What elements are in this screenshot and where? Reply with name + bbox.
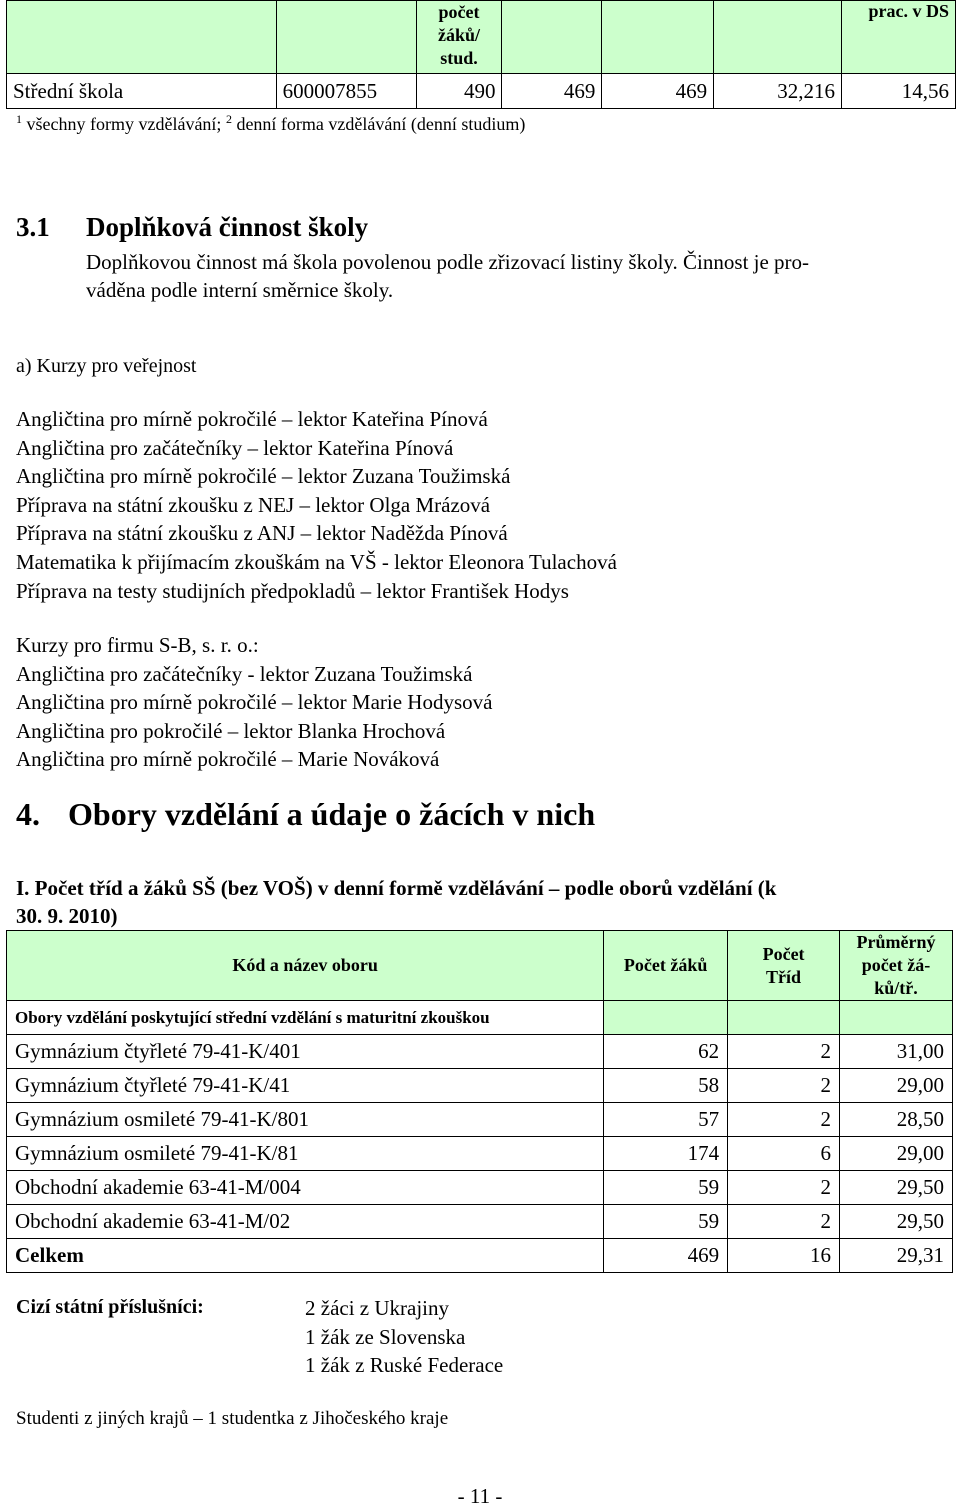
- table-caption-line-2: 30. 9. 2010): [16, 904, 118, 928]
- firm-courses-list: [16, 631, 492, 774]
- school-summary-table: [6, 0, 956, 109]
- table-header-row: [7, 931, 953, 1001]
- fields-of-study-table: [6, 930, 953, 1273]
- row-zaku: 59: [604, 1171, 728, 1205]
- row-prumer: 28,50: [840, 1103, 953, 1137]
- total-prumer: 29,31: [840, 1239, 953, 1273]
- row-prumer: 29,00: [840, 1069, 953, 1103]
- list-item: Příprava na testy studijních předpokladů – lektor František Hodys: [16, 578, 569, 603]
- table-row: [7, 1171, 953, 1205]
- section-3-1-heading: [16, 212, 368, 243]
- row-name: Gymnázium osmileté 79-41-K/801: [7, 1103, 604, 1137]
- row-prumer: 29,50: [840, 1205, 953, 1239]
- row-zaku: 62: [604, 1035, 728, 1069]
- group-row: [7, 1001, 953, 1035]
- list-item: Angličtina pro pokročilé – lektor Blanka Hrochová: [16, 718, 446, 743]
- row-name: Gymnázium čtyřleté 79-41-K/41: [7, 1069, 604, 1103]
- courses-heading: a) Kurzy pro veřejnost: [16, 355, 197, 377]
- row-trid: 6: [728, 1137, 840, 1171]
- row-trid: 2: [728, 1103, 840, 1137]
- table-row: [7, 1205, 953, 1239]
- list-item: Angličtina pro mírně pokročilé – lektor Kateřina Pínová: [16, 407, 488, 431]
- firm-courses-heading: Kurzy pro firmu S-B, s. r. o.:: [16, 633, 259, 657]
- section-number: 4.: [16, 796, 40, 832]
- header-zaku: Počet žáků: [604, 931, 728, 1001]
- other-regions: Studenti z jiných krajů – 1 studentka z Jihočeského kraje: [16, 1408, 449, 1429]
- row-trid: 2: [728, 1069, 840, 1103]
- row-trid: 2: [728, 1035, 840, 1069]
- prac-header: prac. v DS: [842, 1, 956, 74]
- row-zaku: 59: [604, 1205, 728, 1239]
- list-item: 1 žák z Ruské Federace: [305, 1353, 504, 1378]
- summary-data-row: [7, 74, 956, 109]
- footnote-mark-2: 2: [225, 112, 232, 126]
- section-4-heading: [16, 796, 595, 833]
- row-name: Obchodní akademie 63-41-M/02: [7, 1205, 604, 1239]
- section-3-1-line-2: váděna podle interní směrnice školy.: [86, 278, 394, 302]
- summary-header-row: [7, 1, 956, 74]
- total-zaku: 469: [604, 1239, 728, 1273]
- table-row: [7, 1035, 953, 1069]
- page-number: - 11 -: [457, 1484, 503, 1508]
- school-name: Střední škola: [7, 74, 277, 109]
- table-row: [7, 1103, 953, 1137]
- foreign-label: Cizí státní příslušníci:: [16, 1296, 204, 1318]
- header-kod: Kód a název oboru: [7, 931, 604, 1001]
- value-3: 469: [602, 74, 714, 109]
- row-name: Gymnázium čtyřleté 79-41-K/401: [7, 1035, 604, 1069]
- list-item: Matematika k přijímacím zkouškám na VŠ - lektor Eleonora Tulachová: [16, 549, 617, 574]
- list-item: Příprava na státní zkoušku z ANJ – lektor Naděžda Pínová: [16, 521, 508, 546]
- footnote-text-2: denní forma vzdělávání (denní studium): [231, 114, 526, 134]
- list-item: Příprava na státní zkoušku z NEJ – lektor Olga Mrázová: [16, 492, 491, 517]
- row-prumer: 31,00: [840, 1035, 953, 1069]
- header-trid: Počet Tříd: [728, 931, 840, 1001]
- section-3-1-line-1: Doplňkovou činnost má škola povolenou podle zřizovací listiny školy. Činnost je pro-: [86, 250, 810, 274]
- section-number: 3.1: [16, 212, 50, 242]
- footnote-mark-1: 1: [16, 112, 22, 126]
- table-caption-line-1: I. Počet tříd a žáků SŠ (bez VOŠ) v denní formě vzdělávání – podle oborů vzdělání (k: [16, 876, 777, 900]
- list-item: 2 žáci z Ukrajiny: [305, 1296, 450, 1320]
- row-prumer: 29,00: [840, 1137, 953, 1171]
- value-1: 490: [416, 74, 502, 109]
- table-row: [7, 1069, 953, 1103]
- total-label: Celkem: [7, 1239, 604, 1273]
- list-item: 1 žák ze Slovenska: [305, 1324, 466, 1349]
- row-trid: 2: [728, 1205, 840, 1239]
- row-zaku: 174: [604, 1137, 728, 1171]
- table-caption: [16, 874, 776, 930]
- row-prumer: 29,50: [840, 1171, 953, 1205]
- table-row: [7, 1137, 953, 1171]
- section-title: Obory vzdělání a údaje o žácích v nich: [68, 796, 596, 832]
- list-item: Angličtina pro mírně pokročilé – lektor Zuzana Toužimská: [16, 464, 511, 489]
- row-name: Gymnázium osmileté 79-41-K/81: [7, 1137, 604, 1171]
- list-item: Angličtina pro mírně pokročilé – Marie Nováková: [16, 747, 440, 772]
- foreign-list: [305, 1294, 503, 1380]
- count-header: počet žáků/ stud.: [416, 1, 502, 74]
- row-trid: 2: [728, 1171, 840, 1205]
- list-item: Angličtina pro začátečníky – lektor Kateřina Pínová: [16, 435, 454, 460]
- value-5: 14,56: [842, 74, 956, 109]
- row-name: Obchodní akademie 63-41-M/004: [7, 1171, 604, 1205]
- school-code: 600007855: [276, 74, 416, 109]
- total-trid: 16: [728, 1239, 840, 1273]
- footnote-text-1: všechny formy vzdělávání;: [22, 114, 226, 134]
- public-courses-list: [16, 405, 617, 605]
- group-label: Obory vzdělání poskytující střední vzdělání s maturitní zkouškou: [7, 1001, 604, 1035]
- value-4: 32,216: [714, 74, 842, 109]
- list-item: Angličtina pro mírně pokročilé – lektor Marie Hodysová: [16, 690, 493, 715]
- row-zaku: 58: [604, 1069, 728, 1103]
- list-item: Angličtina pro začátečníky - lektor Zuzana Toužimská: [16, 661, 473, 686]
- footnote: [16, 112, 525, 135]
- row-zaku: 57: [604, 1103, 728, 1137]
- header-prumer: Průměrný počet žá- ků/tř.: [840, 931, 953, 1001]
- total-row: [7, 1239, 953, 1273]
- section-title: Doplňková činnost školy: [86, 212, 369, 242]
- value-2: 469: [502, 74, 602, 109]
